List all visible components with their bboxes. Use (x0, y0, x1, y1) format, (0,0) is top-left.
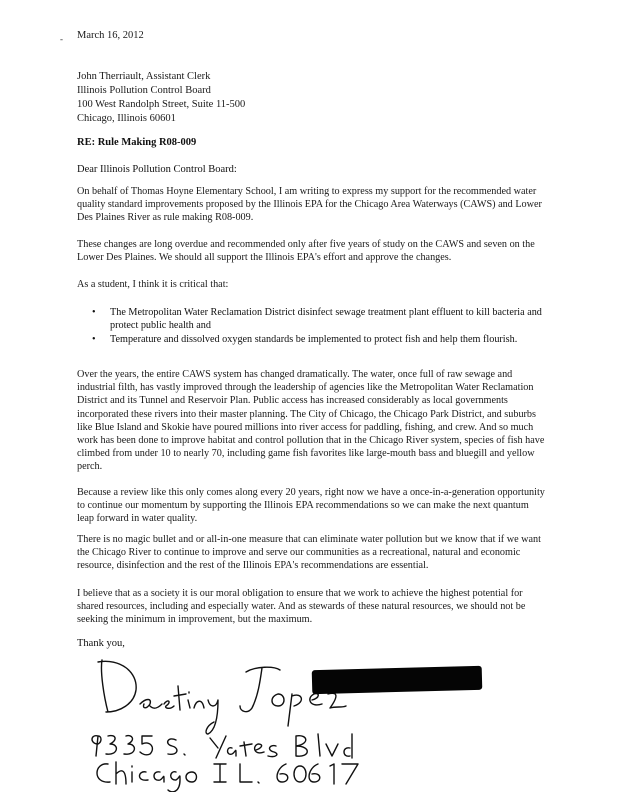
list-item (92, 306, 542, 332)
list-item (92, 333, 542, 346)
recipient-address (77, 70, 245, 126)
redaction-block (312, 666, 483, 694)
paragraph-moral-obligation: I believe that as a society it is our moral obligation to ensure that we work to achieve the highest potential for shared resources, including and especially water. And as stewards of these natural resources, we should not be seeking the minimum in improvement, but the maximum. (77, 588, 526, 626)
recipient-street: 100 West Randolph Street, Suite 11-500 (77, 99, 246, 110)
paragraph-overdue: These changes are long overdue and recommended only after five years of study on the CAWS and seven on the Lower Des Plaines. We should all support the Illinois EPA's effort and approve the changes. (77, 239, 535, 264)
paragraph-no-magic-bullet: There is no magic bullet and or all-in-one measure that can eliminate water pollution but we know that if we want the Chicago River to continue to improve and serve our communities as a recreational, natural and economic resource, disinfection and the rest of the Illinois EPA's recommendations are essential. (77, 534, 541, 572)
bullet-text: Temperature and dissolved oxygen standards be implemented to protect fish and help them flourish. (110, 334, 518, 346)
bullet-icon: • (92, 307, 96, 318)
closing: Thank you, (77, 638, 125, 649)
recipient-organization: Illinois Pollution Control Board (77, 85, 211, 96)
salutation: Dear Illinois Pollution Control Board: (77, 164, 237, 175)
bullet-icon: • (92, 334, 96, 346)
paragraph-opportunity: Because a review like this only comes along every 20 years, right now we have a once-in-a-generation opportunity to continue our momentum by supporting the Illinois EPA recommendations so we can make the next quantum leap forward in water quality. (77, 487, 545, 525)
recipient-name: John Therriault, Assistant Clerk (77, 71, 211, 82)
recipient-city: Chicago, Illinois 60601 (77, 113, 176, 124)
subject-line: RE: Rule Making R08-009 (77, 137, 197, 148)
bullet-list (92, 306, 542, 348)
paragraph-history: Over the years, the entire CAWS system has changed dramatically. The water, once full of raw sewage and industrial filth, has vastly improved through the leadership of agencies like the Metropolitan Water Reclamation District and its Tunnel and Reservoir Plan. Public access has increased considerably as local governments incorporated these rivers into their master planning. The City of Chicago, the Chicago Park District, and suburbs like Blue Island and Skokie have poured millions into river access for paddling, fishing, and crew. And so much work has been done to improve habitat and control pollution that in the Chicago River system, species of fish have climbed from under 10 to nearly 70, including game fish favorites like large-mouth bass and bluegill and yellow perch. (77, 369, 545, 473)
bullet-text: The Metropolitan Water Reclamation District disinfect sewage treatment plant effluent to kill bacteria and protect public health and (110, 307, 542, 332)
paragraph-intro: On behalf of Thomas Hoyne Elementary School, I am writing to express my support for the recommended water quality standard improvements proposed by the Illinois EPA for the Chicago Area Waterways (CAWS) and Lower Des Plaines River as rule making R08-009. (77, 186, 542, 224)
letter-date: March 16, 2012 (77, 30, 144, 41)
page-mark: - (60, 34, 63, 44)
paragraph-critical: As a student, I think it is critical that: (77, 279, 229, 290)
